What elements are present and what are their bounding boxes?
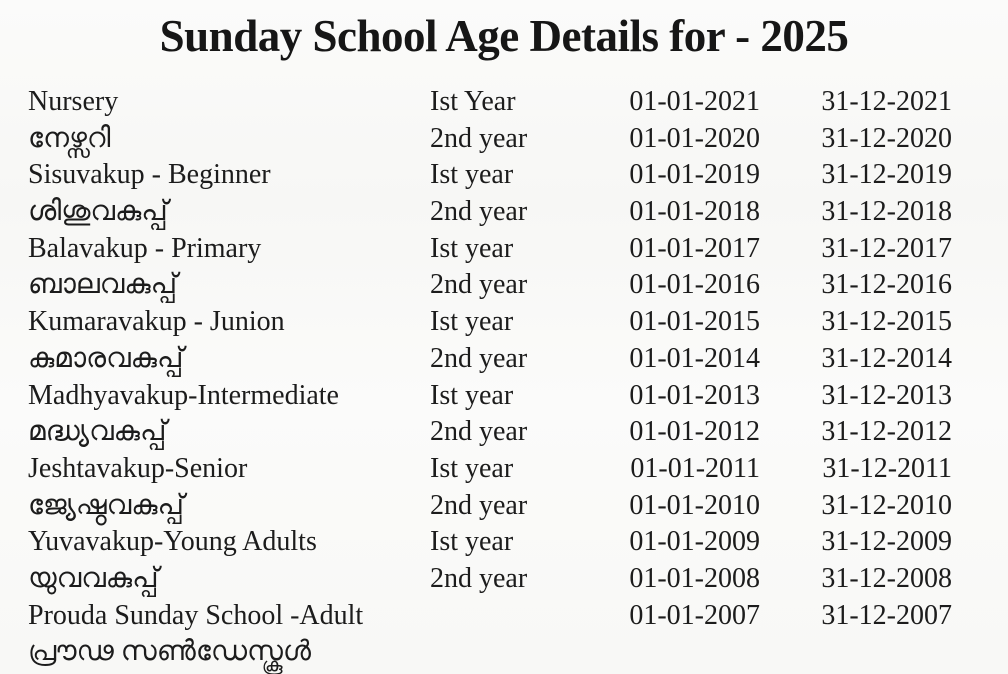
class-name-cell: Sisuvakup - Beginner bbox=[28, 159, 271, 191]
class-name-cell: Nursery bbox=[28, 86, 119, 117]
table-row bbox=[0, 194, 1008, 231]
class-name-cell: Kumaravakup - Junion bbox=[28, 306, 285, 338]
table-row bbox=[0, 524, 1008, 561]
class-name-cell: Jeshtavakup-Senior bbox=[28, 452, 248, 484]
table-row bbox=[0, 231, 1008, 268]
class-name-cell: യുവവകുപ്പ് bbox=[28, 562, 159, 594]
table-row bbox=[0, 488, 1008, 525]
class-name-cell: ബാലവകുപ്പ് bbox=[28, 269, 178, 301]
class-name-cell: പ്രൗഢ സൺഡേസ്കൂൾ bbox=[28, 636, 312, 668]
end-date-cell: 31-12-2015 bbox=[821, 306, 952, 338]
table-row bbox=[0, 121, 1008, 158]
start-date-cell: 01-01-2009 bbox=[629, 526, 760, 558]
class-name-cell: Balavakup - Primary bbox=[28, 232, 262, 264]
year-cell: Ist Year bbox=[430, 86, 516, 117]
end-date-cell: 31-12-2017 bbox=[821, 232, 952, 264]
start-date-cell: 01-01-2011 bbox=[630, 452, 760, 484]
start-date-cell: 01-01-2013 bbox=[629, 379, 760, 411]
year-cell: 2nd year bbox=[430, 122, 528, 154]
end-date-cell: 31-12-2013 bbox=[821, 379, 952, 411]
end-date-cell: 31-12-2016 bbox=[821, 269, 952, 301]
end-date-cell: 31-12-2019 bbox=[821, 159, 952, 191]
end-date-cell: 31-12-2012 bbox=[821, 416, 952, 448]
table-row bbox=[0, 414, 1008, 451]
start-date-cell: 01-01-2021 bbox=[629, 86, 760, 117]
table-row bbox=[0, 561, 1008, 598]
year-cell: Ist year bbox=[430, 452, 514, 484]
end-date-cell: 31-12-2011 bbox=[822, 452, 952, 484]
class-name-cell: ജ്യേഷ്ഠവകുപ്പ് bbox=[28, 489, 185, 521]
start-date-cell: 01-01-2018 bbox=[629, 196, 760, 228]
table-row bbox=[0, 304, 1008, 341]
start-date-cell: 01-01-2010 bbox=[629, 489, 760, 521]
year-cell: 2nd year bbox=[430, 416, 528, 448]
end-date-cell: 31-12-2021 bbox=[821, 86, 952, 117]
class-name-cell: Yuvavakup-Young Adults bbox=[28, 526, 317, 558]
table-row bbox=[0, 84, 1008, 121]
table-row bbox=[0, 378, 1008, 415]
end-date-cell: 31-12-2007 bbox=[821, 599, 952, 631]
start-date-cell: 01-01-2014 bbox=[629, 342, 760, 374]
table-row bbox=[0, 634, 1008, 671]
class-name-cell: Madhyavakup-Intermediate bbox=[28, 379, 339, 411]
table-row bbox=[0, 267, 1008, 304]
table-row bbox=[0, 341, 1008, 378]
start-date-cell: 01-01-2019 bbox=[629, 159, 760, 191]
end-date-cell: 31-12-2020 bbox=[821, 122, 952, 154]
year-cell: Ist year bbox=[430, 232, 514, 264]
year-cell: Ist year bbox=[430, 379, 514, 411]
class-name-cell: ശിശുവകുപ്പ് bbox=[28, 196, 168, 228]
end-date-cell: 31-12-2018 bbox=[821, 196, 952, 228]
year-cell: 2nd year bbox=[430, 562, 528, 594]
year-cell: 2nd year bbox=[430, 269, 528, 301]
start-date-cell: 01-01-2012 bbox=[629, 416, 760, 448]
start-date-cell: 01-01-2015 bbox=[629, 306, 760, 338]
class-name-cell: Prouda Sunday School -Adult bbox=[28, 599, 364, 631]
end-date-cell: 31-12-2008 bbox=[821, 562, 952, 594]
page-title: Sunday School Age Details for - 2025 bbox=[159, 11, 849, 61]
year-cell: Ist year bbox=[430, 159, 514, 191]
end-date-cell: 31-12-2009 bbox=[821, 526, 952, 558]
year-cell: Ist year bbox=[430, 306, 514, 338]
age-table bbox=[0, 84, 1008, 671]
year-cell: 2nd year bbox=[430, 489, 528, 521]
table-row bbox=[0, 451, 1008, 488]
start-date-cell: 01-01-2016 bbox=[629, 269, 760, 301]
year-cell: 2nd year bbox=[430, 342, 528, 374]
end-date-cell: 31-12-2010 bbox=[821, 489, 952, 521]
start-date-cell: 01-01-2008 bbox=[629, 562, 760, 594]
table-row bbox=[0, 157, 1008, 194]
class-name-cell: നേഴ്സറി bbox=[28, 122, 111, 154]
table-row bbox=[0, 598, 1008, 635]
start-date-cell: 01-01-2017 bbox=[629, 232, 760, 264]
class-name-cell: കുമാരവകുപ്പ് bbox=[28, 342, 184, 374]
class-name-cell: മദ്ധ്യവകുപ്പ് bbox=[28, 416, 167, 448]
year-cell: 2nd year bbox=[430, 196, 528, 228]
start-date-cell: 01-01-2020 bbox=[629, 122, 760, 154]
start-date-cell: 01-01-2007 bbox=[629, 599, 760, 631]
year-cell: Ist year bbox=[430, 526, 514, 558]
end-date-cell: 31-12-2014 bbox=[821, 342, 952, 374]
